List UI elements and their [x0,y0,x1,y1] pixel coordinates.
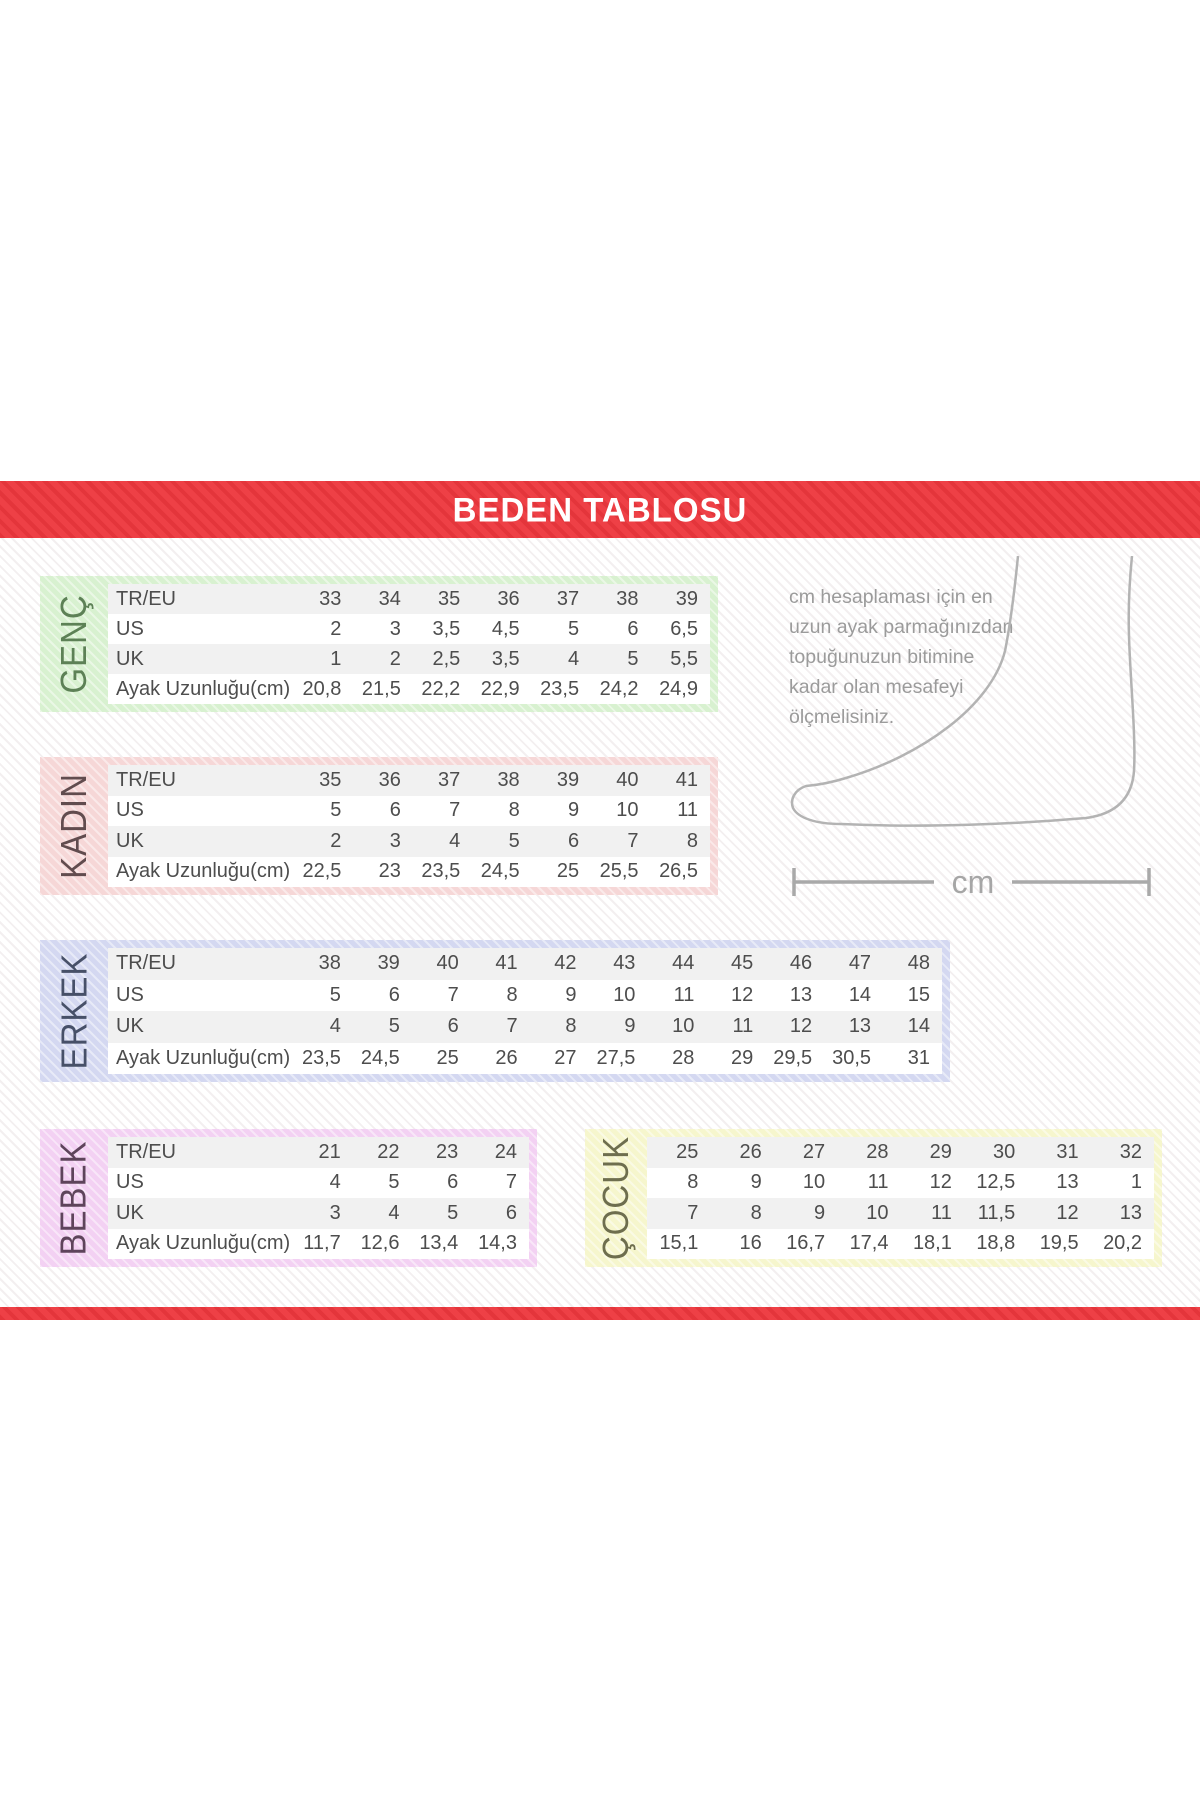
title-banner [0,481,1200,538]
size-table-row [108,1043,942,1075]
size-value-cell: 3 [294,1198,353,1229]
size-value-cell: 44 [647,948,706,980]
row-label-cell: TR/EU [108,1137,294,1168]
size-value-cell: 24,9 [651,674,710,704]
size-value-cell: 7 [413,796,472,827]
size-value-cell: 13 [765,980,824,1012]
size-table-row [647,1137,1154,1168]
size-value-cell: 43 [589,948,648,980]
note-line: ölçmelisiniz. [789,706,895,728]
row-label-cell: US [108,1168,294,1199]
size-value-cell: 31 [883,1043,942,1075]
size-value-cell: 31 [1027,1137,1090,1168]
size-value-cell: 9 [774,1198,837,1229]
size-table-genc-label [40,576,108,712]
size-value-cell: 11 [837,1168,900,1199]
size-table-cocuk [585,1129,1162,1267]
size-value-cell: 24 [470,1137,529,1168]
size-value-cell: 12 [706,980,765,1012]
size-value-cell: 24,2 [591,674,650,704]
size-value-cell: 47 [824,948,883,980]
size-value-cell: 7 [471,1011,530,1043]
foot-outline-path [792,556,1134,826]
size-value-cell: 5 [294,980,353,1012]
size-value-cell: 11,7 [294,1229,353,1260]
size-value-cell: 16 [710,1229,773,1260]
size-value-cell: 38 [591,584,650,614]
size-table-cocuk-label-text: ÇOCUK [595,1135,636,1261]
size-value-cell: 7 [647,1198,710,1229]
row-label-cell: Ayak Uzunluğu(cm) [108,1043,294,1075]
size-value-cell: 2 [353,644,412,674]
size-value-cell: 15,1 [647,1229,710,1260]
size-value-cell: 41 [471,948,530,980]
size-value-cell: 9 [710,1168,773,1199]
size-value-cell: 22,9 [472,674,531,704]
size-value-cell: 36 [472,584,531,614]
size-value-cell: 13 [1027,1168,1090,1199]
size-value-cell: 39 [651,584,710,614]
size-value-cell: 8 [472,796,531,827]
size-table-row [108,614,710,644]
size-value-cell: 2 [294,826,353,857]
size-table-cocuk-label [585,1129,647,1267]
size-value-cell: 39 [353,948,412,980]
row-label-cell: UK [108,644,294,674]
size-table [108,948,942,1074]
size-value-cell: 10 [591,796,650,827]
size-value-cell: 3,5 [413,614,472,644]
row-label-cell: UK [108,826,294,857]
row-label-cell: US [108,614,294,644]
size-value-cell: 18,1 [901,1229,964,1260]
size-value-cell: 36 [353,765,412,796]
size-value-cell: 6 [470,1198,529,1229]
size-value-cell: 42 [530,948,589,980]
size-value-cell: 5 [294,796,353,827]
size-value-cell: 22 [353,1137,412,1168]
size-value-cell: 38 [472,765,531,796]
size-value-cell: 29 [706,1043,765,1075]
bottom-red-bar [0,1307,1200,1320]
size-value-cell: 27,5 [589,1043,648,1075]
size-value-cell: 11 [647,980,706,1012]
size-value-cell: 4 [532,644,591,674]
size-value-cell: 16,7 [774,1229,837,1260]
size-value-cell: 8 [647,1168,710,1199]
size-value-cell: 5 [591,644,650,674]
size-value-cell: 1 [1091,1168,1154,1199]
size-value-cell: 15 [883,980,942,1012]
size-table-bebek-label [40,1129,108,1267]
size-table-row [108,674,710,704]
size-value-cell: 20,2 [1091,1229,1154,1260]
size-value-cell: 4,5 [472,614,531,644]
size-value-cell: 24,5 [353,1043,412,1075]
size-value-cell: 8 [710,1198,773,1229]
size-table-row [108,1198,529,1229]
size-value-cell: 21 [294,1137,353,1168]
size-table-kadin-label-text: KADIN [53,773,94,879]
size-table-genc-label-text: GENÇ [53,594,94,694]
size-value-cell: 2 [294,614,353,644]
size-value-cell: 6 [412,1011,471,1043]
size-value-cell: 12 [765,1011,824,1043]
row-label-cell: UK [108,1198,294,1229]
row-label-cell: Ayak Uzunluğu(cm) [108,857,294,888]
size-value-cell: 41 [651,765,710,796]
size-value-cell: 26 [471,1043,530,1075]
size-value-cell: 37 [413,765,472,796]
size-value-cell: 23,5 [532,674,591,704]
note-line: kadar olan mesafeyi [789,676,964,698]
size-value-cell: 24,5 [472,857,531,888]
size-table-genc [40,576,718,712]
size-value-cell: 28 [647,1043,706,1075]
size-value-cell: 3 [353,614,412,644]
page-title: BEDEN TABLOSU [452,489,748,529]
size-table-row [108,796,710,827]
size-value-cell: 9 [589,1011,648,1043]
size-value-cell: 6 [532,826,591,857]
size-value-cell: 5 [532,614,591,644]
size-table-erkek-label [40,940,108,1082]
size-value-cell: 20,8 [294,674,353,704]
size-table-erkek [40,940,950,1082]
size-table-bebek [40,1129,537,1267]
size-value-cell: 37 [532,584,591,614]
cm-label: cm [951,864,995,900]
size-value-cell: 12 [901,1168,964,1199]
size-value-cell: 9 [530,980,589,1012]
size-value-cell: 25 [647,1137,710,1168]
size-table-row [647,1198,1154,1229]
size-table-row [108,1137,529,1168]
size-table-row [108,1168,529,1199]
size-value-cell: 5,5 [651,644,710,674]
size-table-row [108,584,710,614]
size-value-cell: 30 [964,1137,1027,1168]
size-value-cell: 27 [774,1137,837,1168]
size-value-cell: 10 [837,1198,900,1229]
size-value-cell: 5 [472,826,531,857]
size-value-cell: 13,4 [412,1229,471,1260]
size-value-cell: 12,6 [353,1229,412,1260]
size-value-cell: 6 [412,1168,471,1199]
size-value-cell: 22,2 [413,674,472,704]
size-value-cell: 9 [532,796,591,827]
size-table [108,1137,529,1259]
size-table-row [108,1229,529,1260]
size-value-cell: 4 [353,1198,412,1229]
size-value-cell: 25,5 [591,857,650,888]
size-value-cell: 17,4 [837,1229,900,1260]
size-table-row [647,1229,1154,1260]
size-value-cell: 33 [294,584,353,614]
size-table [108,765,710,887]
size-table-row [108,644,710,674]
row-label-cell: Ayak Uzunluğu(cm) [108,674,294,704]
size-table-bebek-label-text: BEBEK [53,1140,94,1256]
size-value-cell: 27 [530,1043,589,1075]
row-label-cell: TR/EU [108,584,294,614]
size-value-cell: 19,5 [1027,1229,1090,1260]
row-label-cell: UK [108,1011,294,1043]
size-value-cell: 3,5 [472,644,531,674]
size-value-cell: 26,5 [651,857,710,888]
size-value-cell: 7 [591,826,650,857]
size-value-cell: 26 [710,1137,773,1168]
size-value-cell: 5 [412,1198,471,1229]
size-table-erkek-label-text: ERKEK [53,952,94,1070]
row-label-cell: US [108,980,294,1012]
size-value-cell: 5 [353,1168,412,1199]
size-value-cell: 25 [412,1043,471,1075]
row-label-cell: US [108,796,294,827]
size-value-cell: 6 [591,614,650,644]
size-value-cell: 23 [412,1137,471,1168]
size-value-cell: 23,5 [413,857,472,888]
size-table-row [647,1168,1154,1199]
size-table-row [108,826,710,857]
size-table-kadin [40,757,718,895]
size-value-cell: 12 [1027,1198,1090,1229]
row-label-cell: TR/EU [108,948,294,980]
row-label-cell: Ayak Uzunluğu(cm) [108,1229,294,1260]
size-value-cell: 48 [883,948,942,980]
size-value-cell: 3 [353,826,412,857]
size-value-cell: 34 [353,584,412,614]
size-table [108,584,710,704]
size-value-cell: 4 [294,1168,353,1199]
size-value-cell: 6 [353,980,412,1012]
size-value-cell: 8 [651,826,710,857]
size-value-cell: 35 [413,584,472,614]
size-value-cell: 7 [412,980,471,1012]
size-value-cell: 40 [591,765,650,796]
size-value-cell: 14 [883,1011,942,1043]
size-value-cell: 21,5 [353,674,412,704]
size-value-cell: 22,5 [294,857,353,888]
size-value-cell: 11 [901,1198,964,1229]
size-value-cell: 32 [1091,1137,1154,1168]
size-value-cell: 23 [353,857,412,888]
size-value-cell: 11 [706,1011,765,1043]
size-value-cell: 13 [824,1011,883,1043]
size-value-cell: 10 [774,1168,837,1199]
size-value-cell: 11 [651,796,710,827]
size-table-row [108,857,710,888]
size-table-row [108,1011,942,1043]
size-value-cell: 12,5 [964,1168,1027,1199]
size-value-cell: 4 [294,1011,353,1043]
size-value-cell: 10 [647,1011,706,1043]
size-value-cell: 46 [765,948,824,980]
size-value-cell: 18,8 [964,1229,1027,1260]
size-value-cell: 38 [294,948,353,980]
size-value-cell: 29,5 [765,1043,824,1075]
foot-outline-illustration [786,556,1162,906]
size-value-cell: 1 [294,644,353,674]
size-value-cell: 5 [353,1011,412,1043]
note-line: cm hesaplaması için en [789,586,993,608]
size-value-cell: 13 [1091,1198,1154,1229]
size-value-cell: 7 [470,1168,529,1199]
note-line: topuğunuzun bitimine [789,646,975,668]
size-value-cell: 6,5 [651,614,710,644]
size-value-cell: 14 [824,980,883,1012]
size-table-row [108,980,942,1012]
size-table-row [108,948,942,980]
size-value-cell: 25 [532,857,591,888]
size-value-cell: 8 [530,1011,589,1043]
size-value-cell: 30,5 [824,1043,883,1075]
size-table-kadin-label [40,757,108,895]
size-value-cell: 8 [471,980,530,1012]
size-value-cell: 11,5 [964,1198,1027,1229]
size-value-cell: 23,5 [294,1043,353,1075]
size-value-cell: 39 [532,765,591,796]
row-label-cell: TR/EU [108,765,294,796]
size-value-cell: 28 [837,1137,900,1168]
note-line: uzun ayak parmağınızdan [789,616,1014,638]
size-value-cell: 45 [706,948,765,980]
size-value-cell: 29 [901,1137,964,1168]
size-table-row [108,765,710,796]
size-table [647,1137,1154,1259]
size-value-cell: 10 [589,980,648,1012]
size-value-cell: 6 [353,796,412,827]
size-value-cell: 40 [412,948,471,980]
size-value-cell: 14,3 [470,1229,529,1260]
size-value-cell: 2,5 [413,644,472,674]
size-value-cell: 4 [413,826,472,857]
size-value-cell: 35 [294,765,353,796]
